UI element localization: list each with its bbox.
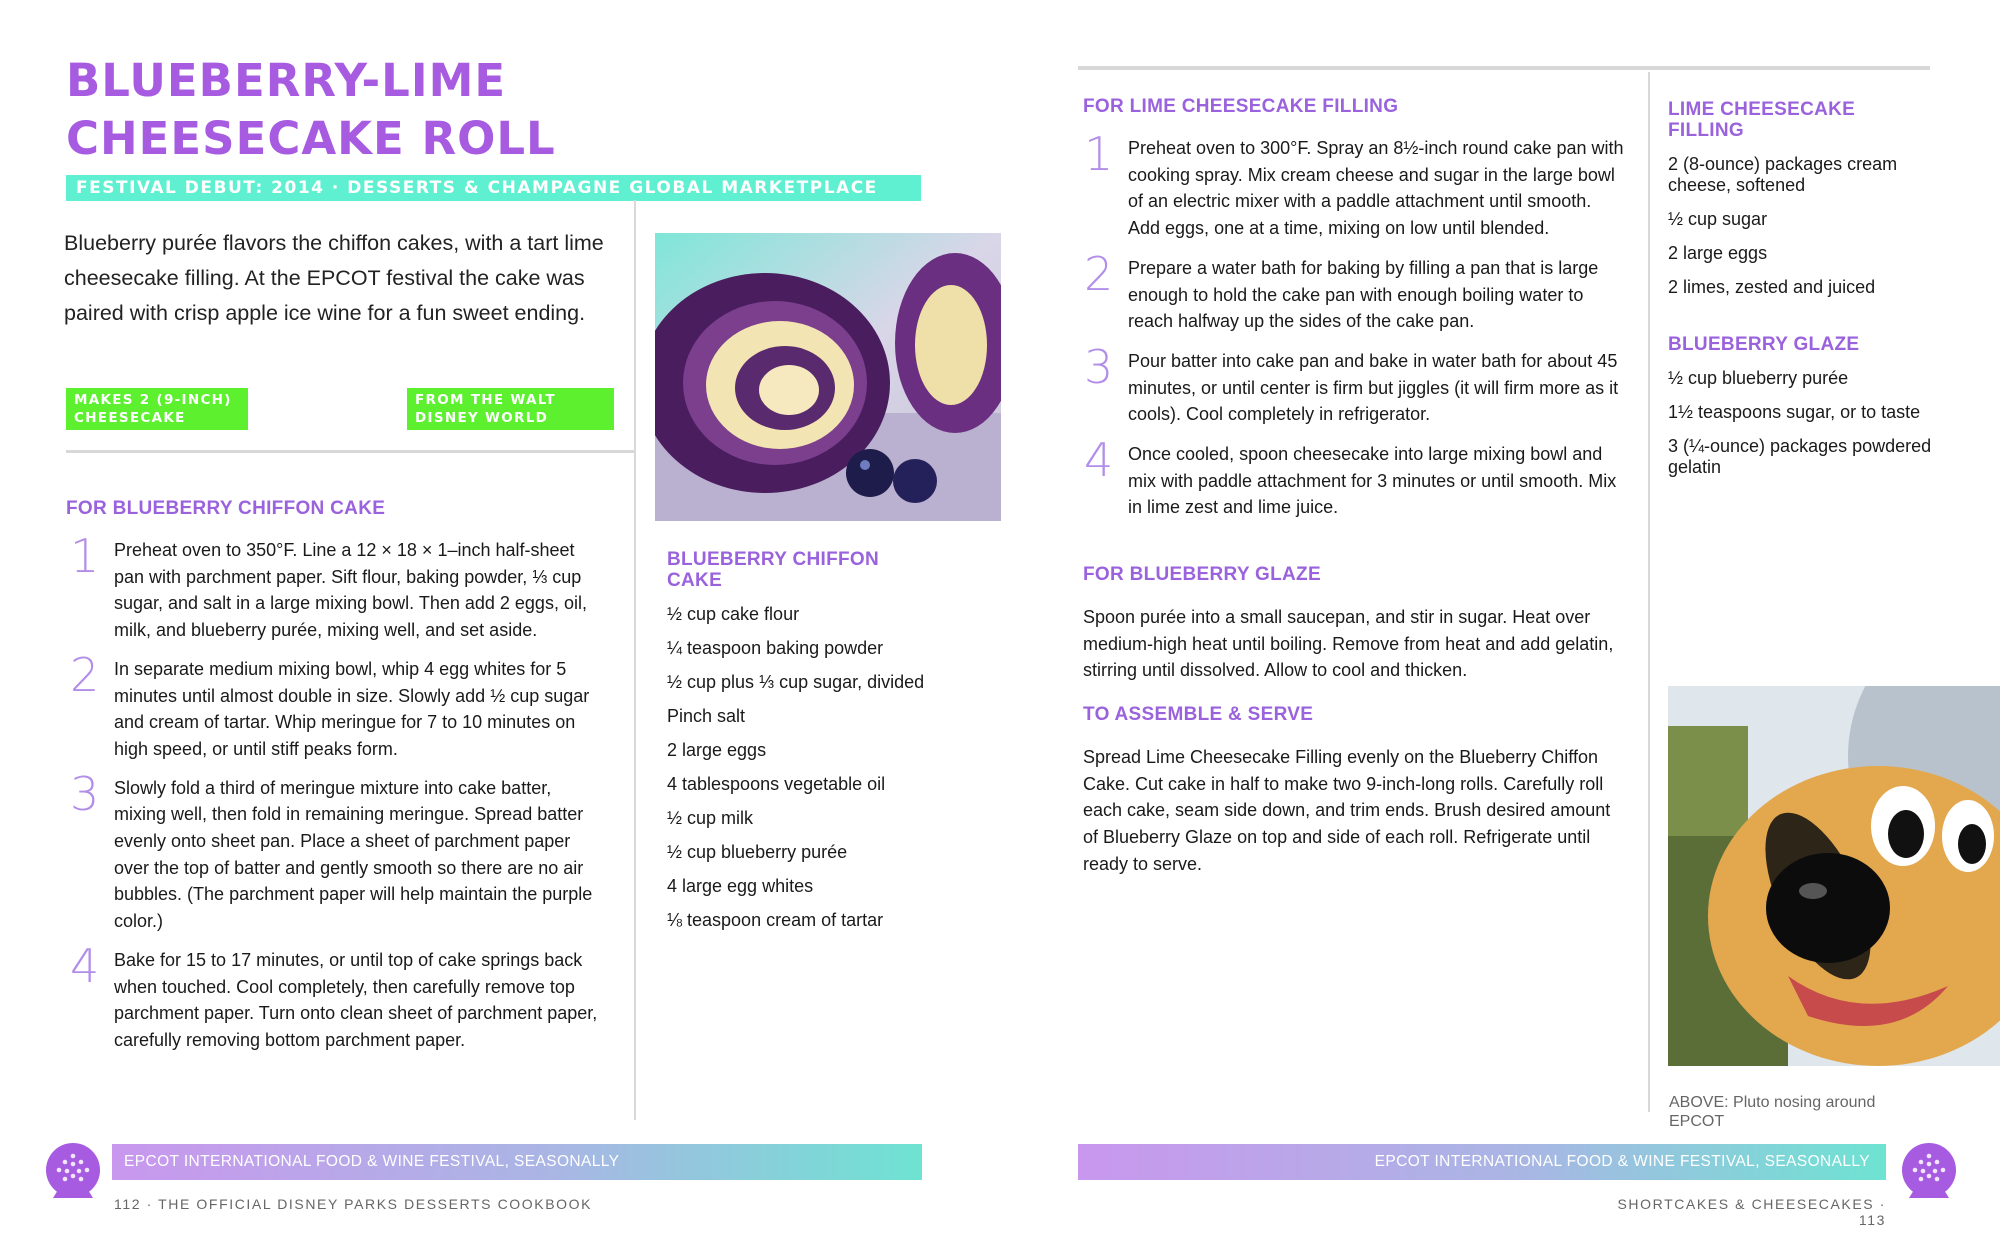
intro-text: Blueberry purée flavors the chiffon cakes, with a tart lime cheesecake filling. At the EPCOT festival the cake was paired with crisp apple ice wine for a fun sweet ending. [64,231,604,325]
assemble-heading: TO ASSEMBLE & SERVE [1083,704,1314,725]
lime-ingredients-heading-line2: FILLING [1668,120,1744,141]
photo-caption [1669,1093,1875,1131]
divider-vertical-right [1648,72,1650,1112]
step-text: Pour batter into cake pan and bake in water bath for about 45 minutes, or until center is firm but jiggles (it will firm more as it cools). Cool completely in refrigerator. [1128,350,1619,425]
festival-debut-banner: FESTIVAL DEBUT: 2014 · DESSERTS & CHAMPAGNE GLOBAL MARKETPLACE [66,175,921,201]
ingredient-item: ½ cup blueberry purée [667,842,848,862]
step-text: Bake for 15 to 17 minutes, or until top of cake springs back when touched. Cool completely, then carefully remove top parchment paper. Turn onto clean sheet of parchment paper, carefully removing bottom parchment paper. [114,949,598,1050]
ingredient-item: 2 limes, zested and juiced [1668,277,1876,297]
cake-photo-illustration [655,233,1001,521]
ingredient-item: Pinch salt [667,706,746,726]
step-item [1084,246,1624,335]
folio-right [1590,1196,1886,1228]
step-number: 3 [70,766,100,821]
ingredient-item: ¼ teaspoon baking powder [667,638,884,658]
ingredient-item: 2 (8-ounce) packages cream cheese, softened [1668,154,1898,195]
lime-ingredients-heading [1668,99,1855,141]
source-tag [407,388,614,444]
step-item [70,647,600,763]
step-number: 2 [70,647,100,702]
step-text: Prepare a water bath for baking by filling a pan that is large enough to hold the cake pan with enough boiling water to reach halfway up the sides of the cake pan. [1128,257,1599,332]
chapter-title: SHORTCAKES & CHEESECAKES [1617,1196,1875,1212]
ingredient-item: ⅛ teaspoon cream of tartar [667,910,884,930]
page-number: 112 [114,1196,142,1212]
lime-steps [1084,127,1624,521]
step-text: Once cooled, spoon cheesecake into large mixing bowl and mix with paddle attachment for 3 minutes or until smooth. Mix in lime zest and lime juice. [1128,444,1617,518]
step-number: 1 [70,529,100,583]
cake-photo [655,233,1001,521]
step-number: 4 [70,938,100,993]
source-tag-line2: DISNEY WORLD RESORT [415,410,549,444]
glaze-ingredients-list [1668,368,1938,491]
step-number: 3 [1084,339,1114,394]
divider-horizontal [66,450,636,453]
recipe-title [66,52,826,168]
recipe-title-line1: BLUEBERRY-LIME [66,54,507,107]
pluto-photo [1668,686,2000,1066]
chiffon-ingredients-list [667,604,927,944]
ingredient-item: 1½ teaspoons sugar, or to taste [1668,402,1921,422]
step-item [1084,339,1624,428]
ingredient-item: ½ cup plus ⅓ cup sugar, divided [667,672,925,692]
folio-separator: · [146,1196,153,1212]
step-text: Slowly fold a third of meringue mixture into cake batter, mixing well, then fold in remaining meringue. Spread batter evenly onto sheet pan. Place a sheet of parchment paper over the top of batter and gently smooth so there are no air bubbles. (The parchment paper will help maintain the purple color.) [114,777,593,932]
yield-tag-line2: CHEESECAKE ROLLS [74,410,186,444]
step-number: 4 [1084,433,1114,488]
step-text: Preheat oven to 300°F. Spray an 8½-inch round cake pan with cooking spray. Mix cream cheese and sugar in the large bowl of an electric mixer with a paddle attachment until smooth. Add eggs, one at a time, mixing on low until blended. [1128,138,1624,239]
chiffon-ingredients-heading-line1: BLUEBERRY CHIFFON [667,549,879,570]
ingredient-item: 4 tablespoons vegetable oil [667,774,886,794]
step-item [1084,127,1624,242]
ingredient-item: 2 large eggs [667,740,767,760]
epcot-badge-icon [40,1140,106,1206]
step-number: 1 [1084,127,1114,181]
chiffon-heading: FOR BLUEBERRY CHIFFON CAKE [66,498,386,519]
recipe-title-line2: CHEESECAKE ROLL [66,112,556,165]
pluto-photo-illustration [1668,686,2000,1066]
ingredient-item: 4 large egg whites [667,876,814,896]
page-number: 113 [1858,1212,1886,1228]
book-title: THE OFFICIAL DISNEY PARKS DESSERTS COOKBOOK [158,1196,593,1212]
assemble-text: Spread Lime Cheesecake Filling evenly on the Blueberry Chiffon Cake. Cut cake in half to make two 9-inch-long rolls. Carefully roll each cake, seam side down, and trim ends. Brush desired amount of Blueberry Glaze on top and side of each roll. Refrigerate until ready to serve. [1083,747,1611,874]
caption-line1: ABOVE: Pluto nosing around [1669,1094,1876,1111]
yield-tag-line1: MAKES 2 (9-INCH) [74,392,232,408]
chiffon-ingredients-heading [667,549,879,591]
ingredient-item: ½ cup milk [667,808,754,828]
step-text: In separate medium mixing bowl, whip 4 egg whites for 5 minutes until almost double in size. Slowly add ½ cup sugar and cream of tartar. Whip meringue for 7 to 10 minutes on high speed, or until stiff peaks form. [114,658,590,759]
footer-band-right: EPCOT INTERNATIONAL FOOD & WINE FESTIVAL, SEASONALLY [1078,1144,1886,1180]
ingredient-item: ½ cup cake flour [667,604,800,624]
folio-left [114,1196,592,1212]
folio-separator: · [1879,1196,1886,1212]
yield-tag [66,388,248,444]
lime-ingredients-heading-line1: LIME CHEESECAKE [1668,99,1856,120]
divider-vertical [634,200,636,1120]
epcot-badge-icon [1896,1140,1962,1206]
step-item [70,766,600,935]
step-item [1084,433,1624,521]
source-tag-line1: FROM THE WALT [415,392,556,408]
glaze-text: Spoon purée into a small saucepan, and stir in sugar. Heat over medium-high heat until boiling. Remove from heat and add gelatin, stirring until dissolved. Allow to cool and thicken. [1083,607,1614,681]
ingredient-item: 3 (¼-ounce) packages powdered gelatin [1668,436,1932,477]
top-rule [1078,66,1930,70]
lime-filling-heading: FOR LIME CHEESECAKE FILLING [1083,96,1399,117]
step-number: 2 [1084,246,1114,301]
ingredient-item: ½ cup blueberry purée [1668,368,1849,388]
ingredient-item: 2 large eggs [1668,243,1768,263]
chiffon-steps [70,529,600,1054]
step-text: Preheat oven to 350°F. Line a 12 × 18 × 1–inch half-sheet pan with parchment paper. Sift flour, baking powder, ⅓ cup sugar, and salt in a large mixing bowl. Then add 2 eggs, oil, milk, and blueberry purée, mixing well, and set aside. [114,540,587,641]
lime-ingredients-list [1668,154,1938,311]
chiffon-ingredients-heading-line2: CAKE [667,570,723,591]
step-item [70,938,600,1054]
step-item [70,529,600,644]
glaze-ingredients-heading: BLUEBERRY GLAZE [1668,334,1860,355]
footer-band-left: EPCOT INTERNATIONAL FOOD & WINE FESTIVAL, SEASONALLY [112,1144,922,1180]
caption-line2: EPCOT [1669,1113,1725,1130]
glaze-heading: FOR BLUEBERRY GLAZE [1083,564,1321,585]
ingredient-item: ½ cup sugar [1668,209,1768,229]
